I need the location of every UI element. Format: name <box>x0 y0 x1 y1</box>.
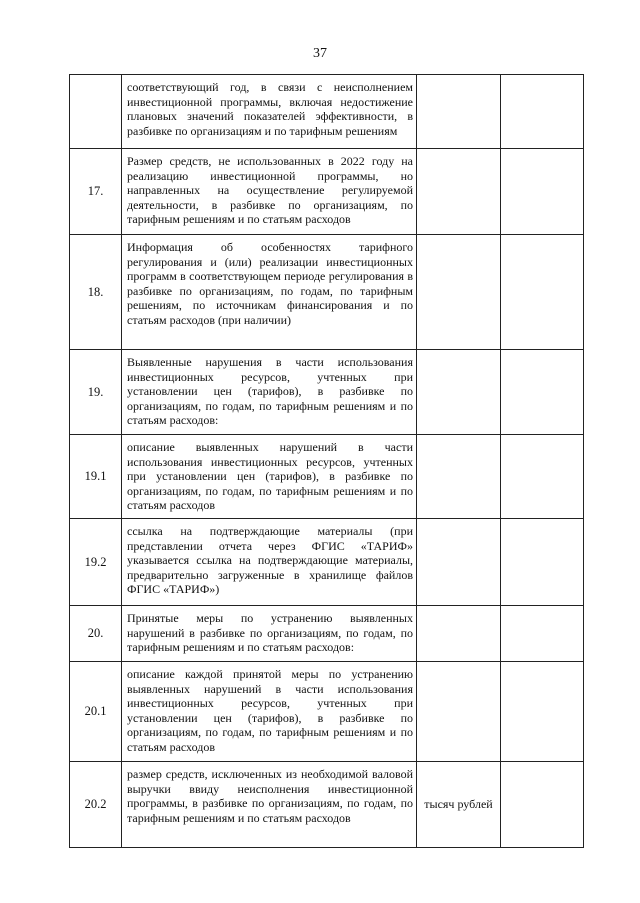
row-number <box>70 75 122 149</box>
table-row <box>70 149 584 235</box>
row-value <box>501 235 584 350</box>
row-unit <box>417 519 501 606</box>
row-description: описание выявленных нарушений в части использования инвестиционных ресурсов, учтенных при установлении цен (тарифов), в разбивке по организациям, по годам, по тарифным решениям и по статьям расходов <box>122 435 417 519</box>
row-description: Информация об особенностях тарифного регулирования и (или) реализации инвестиционных программ в соответствующем периоде регулирования в разбивке по организациям, по годам, по тарифным решениям, по источникам финансирования и по статьям расходов (при наличии) <box>122 235 417 350</box>
table-row <box>70 662 584 762</box>
row-number: 19.2 <box>70 519 122 606</box>
row-unit <box>417 149 501 235</box>
row-number: 20. <box>70 606 122 662</box>
row-value <box>501 519 584 606</box>
report-table <box>69 74 584 848</box>
row-unit <box>417 435 501 519</box>
row-number: 19.1 <box>70 435 122 519</box>
row-description: Размер средств, не использованных в 2022 году на реализацию инвестиционной программы, но направленных на осуществление регулируемой деятельности, в разбивке по организациям, по тарифным решениям и по статьям расходов <box>122 149 417 235</box>
table-row <box>70 606 584 662</box>
table-row <box>70 75 584 149</box>
row-unit: тысяч рублей <box>417 762 501 848</box>
table-row <box>70 435 584 519</box>
row-description: Принятые меры по устранению выявленных нарушений в разбивке по организациям, по годам, по тарифным решениям и по статьям расходов: <box>122 606 417 662</box>
page-number: 37 <box>313 46 327 61</box>
row-number: 19. <box>70 350 122 435</box>
row-description: Выявленные нарушения в части использования инвестиционных ресурсов, учтенных при установлении цен (тарифов), в разбивке по организациям, по годам, по тарифным решениям и по статьям расходов: <box>122 350 417 435</box>
row-unit <box>417 606 501 662</box>
row-value <box>501 435 584 519</box>
row-value <box>501 662 584 762</box>
row-value <box>501 762 584 848</box>
row-unit <box>417 350 501 435</box>
row-description: размер средств, исключенных из необходимой валовой выручки ввиду неисполнения инвестиционной программы, в разбивке по организациям, по годам, по тарифным решениям и по статьям расходов <box>122 762 417 848</box>
row-number: 20.2 <box>70 762 122 848</box>
row-value <box>501 350 584 435</box>
table-row <box>70 235 584 350</box>
row-unit <box>417 75 501 149</box>
row-unit <box>417 235 501 350</box>
table-row <box>70 762 584 848</box>
row-value <box>501 606 584 662</box>
row-number: 18. <box>70 235 122 350</box>
table-row <box>70 519 584 606</box>
row-number: 17. <box>70 149 122 235</box>
row-description: описание каждой принятой меры по устранению выявленных нарушений в части использования инвестиционных ресурсов, учтенных при установлении цен (тарифов), в разбивке по организациям, по годам, по тарифным решениям и по статьям расходов <box>122 662 417 762</box>
row-value <box>501 75 584 149</box>
row-description: ссылка на подтверждающие материалы (при представлении отчета через ФГИС «ТАРИФ» указывается ссылка на подтверждающие материалы, предварительно загруженные в хранилище файлов ФГИС «ТАРИФ») <box>122 519 417 606</box>
table-row <box>70 350 584 435</box>
row-description: соответствующий год, в связи с неисполнением инвестиционной программы, включая недостижение плановых значений показателей эффективности, в разбивке по организациям и по тарифным решениям <box>122 75 417 149</box>
row-unit <box>417 662 501 762</box>
row-number: 20.1 <box>70 662 122 762</box>
row-value <box>501 149 584 235</box>
